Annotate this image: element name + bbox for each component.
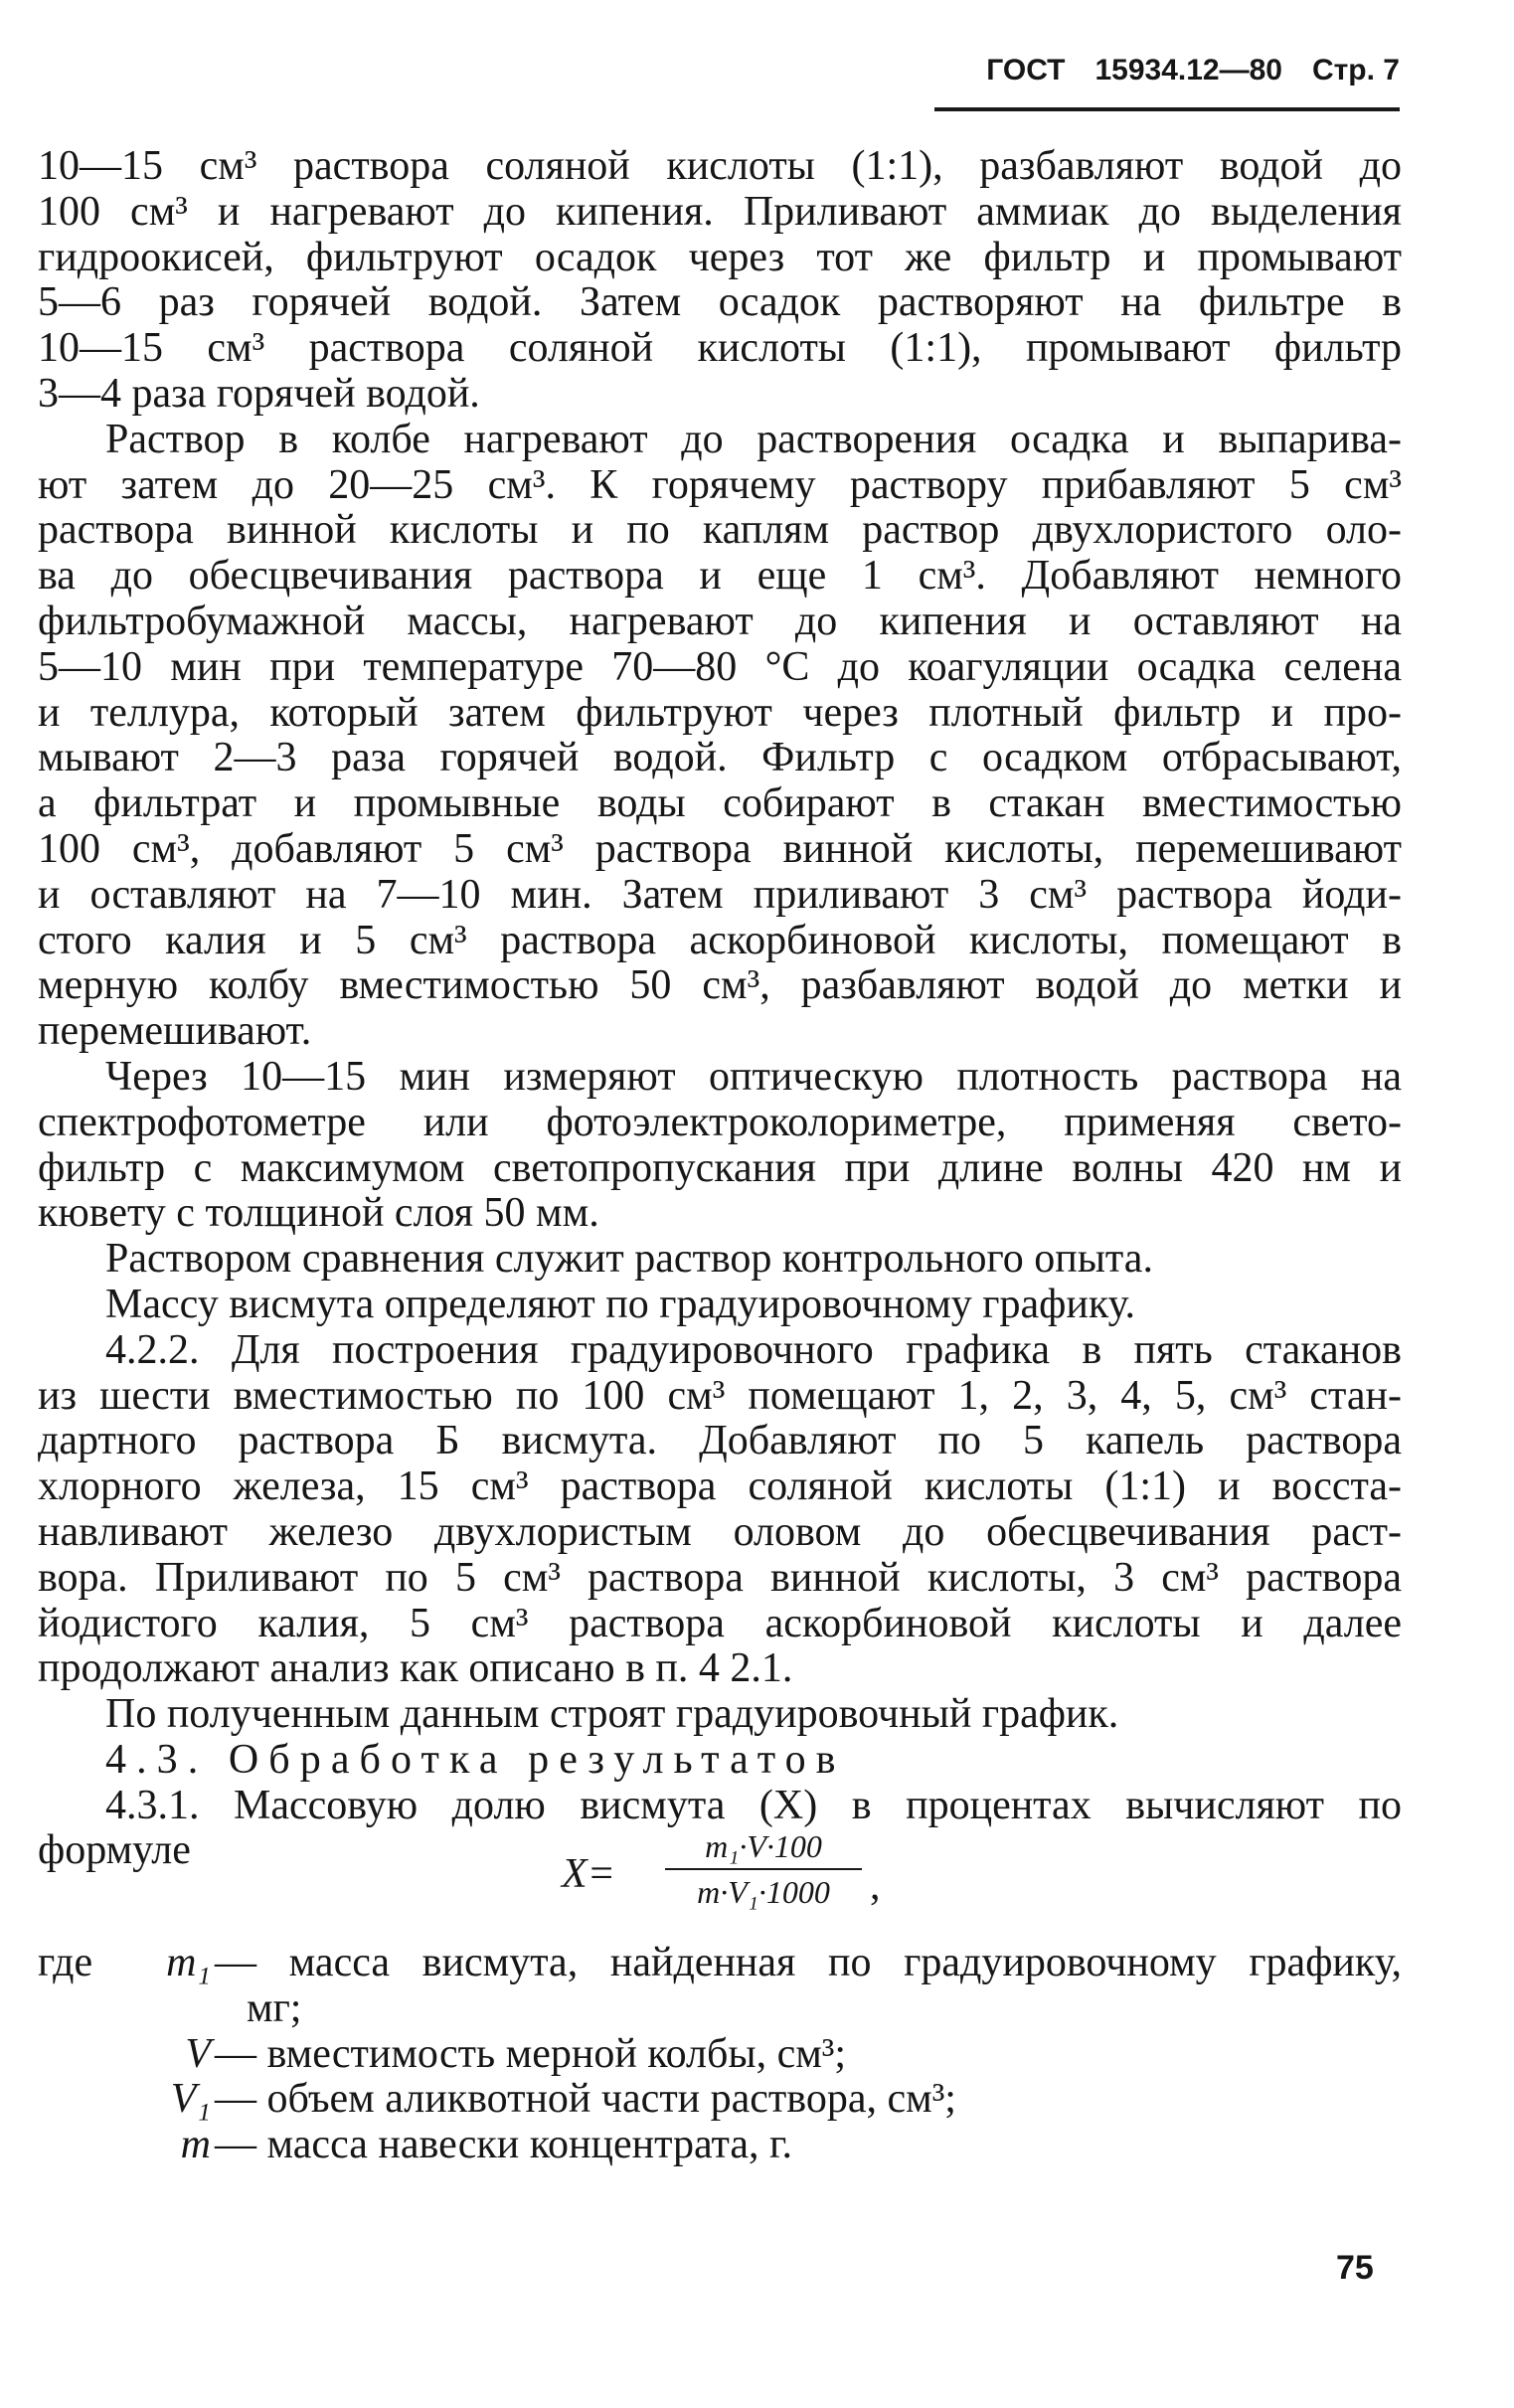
formula-numerator: m₁·V·100 — [705, 1828, 822, 1864]
text-line: формуле — [38, 1827, 191, 1874]
text-line: йодистого калия, 5 см³ раствора аскорбиновой кислоты и далее — [38, 1600, 1402, 1646]
definition-text: — вместимость мерной колбы, см³; — [215, 2030, 847, 2077]
formula-denominator: m·V₁·1000 — [697, 1874, 830, 1910]
definition-text: — объем аликвотной части раствора, см³; — [215, 2076, 956, 2123]
definition-row — [38, 1941, 1402, 1986]
text-line: продолжают анализ как описано в п. 4 2.1. — [38, 1645, 793, 1692]
text-line: вора. Приливают по 5 см³ раствора винной кислоты, 3 см³ раствора — [38, 1554, 1402, 1601]
text-line: Раствор в колбе нагревают до растворения осадка и выпарива- — [105, 416, 1402, 462]
text-line: По полученным данным строят градуировочный график. — [105, 1691, 1119, 1738]
text-line: гидроокисей, фильтруют осадок через тот же фильтр и промывают — [38, 234, 1402, 280]
text-line: ют затем до 20—25 см³. К горячему раствору прибавляют 5 см³ — [38, 461, 1402, 508]
page-label: Стр. 7 — [1311, 54, 1400, 86]
text-line: 5—6 раз горячей водой. Затем осадок растворяют на фильтре в — [38, 279, 1402, 326]
formula-lhs: X= — [562, 1851, 615, 1897]
text-line: хлорного железа, 15 см³ раствора соляной кислоты (1:1) и восста- — [38, 1463, 1402, 1510]
text-line: стого калия и 5 см³ раствора аскорбиновой кислоты, помещают в — [38, 917, 1402, 963]
text-line: Раствором сравнения служит раствор контрольного опыта. — [105, 1236, 1153, 1283]
definition-continuation — [38, 1986, 1402, 2032]
text-line: дартного раствора Б висмута. Добавляют по 5 капель раствора — [38, 1418, 1402, 1464]
text-line: Через 10—15 мин измеряют оптическую плотность раствора на — [105, 1053, 1402, 1100]
text-line: 3—4 раза горячей водой. — [38, 370, 480, 417]
formula — [562, 1824, 900, 1934]
text-line: 4.2.2. Для построения градуировочного графика в пять стаканов — [105, 1326, 1402, 1373]
text-line: Массу висмута определяют по градуировочному графику. — [105, 1281, 1135, 1327]
text-line: спектрофотометре или фотоэлектроколориметре, применяя свето- — [38, 1099, 1402, 1145]
body-text — [38, 144, 1402, 1874]
text-line: кювету с толщиной слоя 50 мм. — [38, 1190, 599, 1237]
formula-comma: , — [870, 1863, 881, 1909]
text-line: фильтробумажной массы, нагревают до кипения и оставляют на — [38, 598, 1402, 644]
text-line: 100 см³ и нагревают до кипения. Приливают аммиак до выделения — [38, 188, 1402, 235]
text-line: 10—15 см³ раствора соляной кислоты (1:1), промывают фильтр — [38, 325, 1402, 372]
definition-text: — масса висмута, найденная по градуировочному графику, — [215, 1940, 1402, 1985]
text-line: 10—15 см³ раствора соляной кислоты (1:1), разбавляют водой до — [38, 143, 1402, 189]
definition-symbol: m — [180, 2122, 211, 2168]
text-line: навливают железо двухлористым оловом до обесцвечивания раст- — [38, 1508, 1402, 1555]
text-line: мывают 2—3 раза горячей водой. Фильтр с осадком отбрасывают, — [38, 735, 1402, 781]
page-header — [934, 52, 1400, 111]
text-line: раствора винной кислоты и по каплям раствор двухлористого оло- — [38, 507, 1402, 554]
definition-row — [38, 2032, 1402, 2078]
definition-text: мг; — [247, 1984, 302, 2031]
text-line: 4.3.1. Массовую долю висмута (X) в процентах вычисляют по — [105, 1782, 1402, 1828]
text-line: 5—10 мин при температуре 70—80 °С до коагуляции осадка селена — [38, 643, 1402, 690]
standard-label: ГОСТ — [986, 54, 1066, 86]
text-line: перемешивают. — [38, 1008, 312, 1055]
text-line: фильтр с максимумом светопропускания при длине волны 420 нм и — [38, 1144, 1402, 1191]
text-line: 100 см³, добавляют 5 см³ раствора винной кислоты, перемешивают — [38, 825, 1402, 872]
variable-definitions — [38, 1941, 1402, 2168]
text-line: ва до обесцвечивания раствора и еще 1 см³. Добавляют немного — [38, 553, 1402, 600]
standard-number: 15934.12—80 — [1094, 54, 1282, 86]
text-line: и теллура, который затем фильтруют через плотный фильтр и про- — [38, 689, 1402, 736]
text-line: мерную колбу вместимостью 50 см³, разбавляют водой до метки и — [38, 962, 1402, 1009]
page-number: 75 — [1336, 2249, 1374, 2287]
definition-row — [38, 2123, 1402, 2168]
section-heading: 4.3. Обработка результатов — [105, 1736, 846, 1783]
definition-symbol: V₁ — [170, 2076, 211, 2123]
text-line: а фильтрат и промывные воды собирают в стакан вместимостью — [38, 780, 1402, 827]
where-word: где — [38, 1940, 93, 1985]
definition-text: — масса навески концентрата, г. — [215, 2122, 793, 2168]
formula-fraction — [661, 1824, 866, 1914]
definition-symbol: m₁ — [166, 1940, 211, 1985]
text-line: из шести вместимостью по 100 см³ помещают 1, 2, 3, 4, 5, см³ стан- — [38, 1372, 1402, 1419]
text-line: и оставляют на 7—10 мин. Затем приливают 3 см³ раствора йоди- — [38, 871, 1402, 918]
definition-symbol: V — [185, 2030, 211, 2077]
definition-row — [38, 2077, 1402, 2123]
